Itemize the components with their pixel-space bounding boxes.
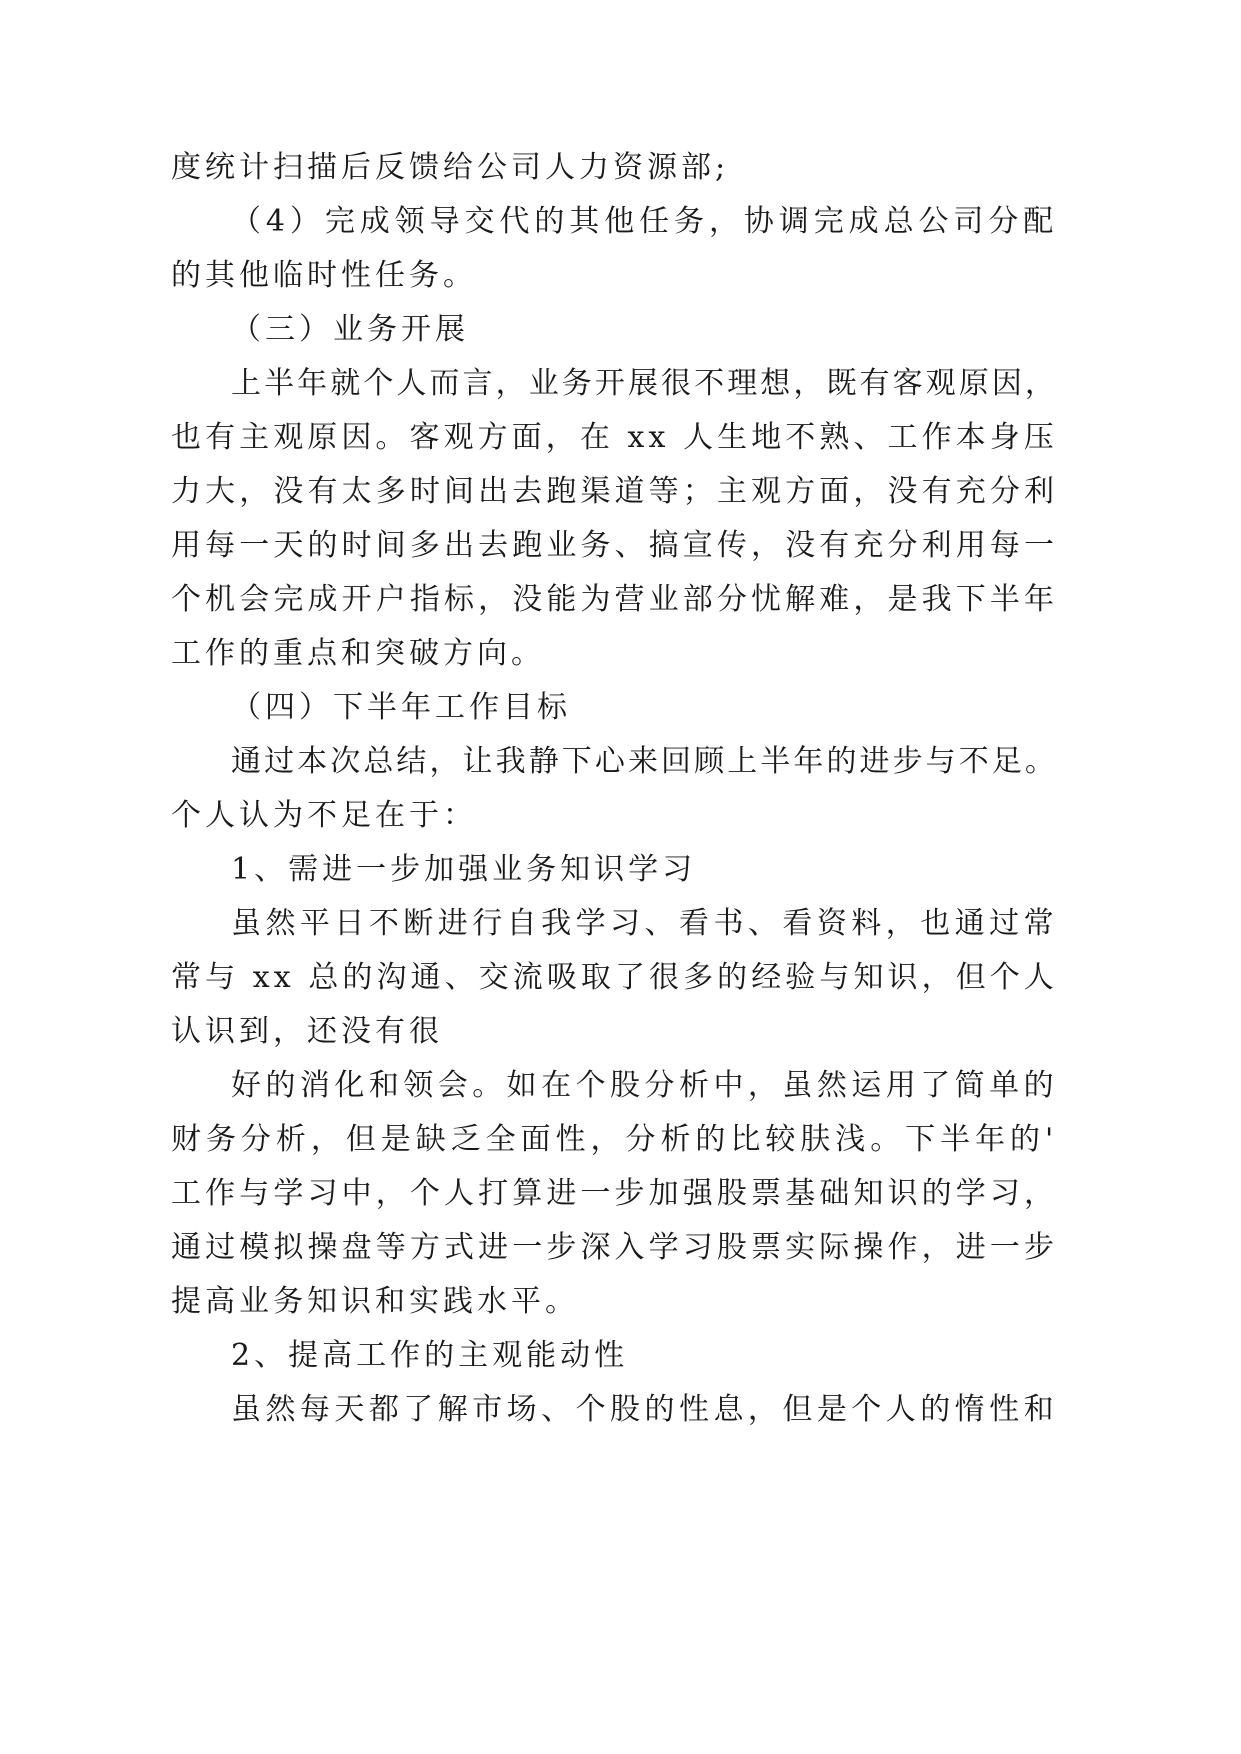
text-line: 提高业务知识和实践水平。 [171,1284,579,1319]
text-line: 的其他临时性任务。 [171,258,477,293]
text-line: （4）完成领导交代的其他任务，协调完成总公司分配 [231,204,1059,239]
text-line: 通过本次总结，让我静下心来回顾上半年的进步与不足。 [231,744,1058,779]
text-line: 常与 xx 总的沟通、交流吸取了很多的经验与知识，但个人 [171,960,1058,995]
text-line: 个人认为不足在于： [171,798,477,833]
text-line: 上半年就个人而言，业务开展很不理想，既有客观原因， [231,366,1058,401]
section-heading: （三）业务开展 [231,312,469,347]
text-line: 个机会完成开户指标，没能为营业部分忧解难，是我下半年 [171,582,1059,617]
text-line: 好的消化和领会。如在个股分析中，虽然运用了简单的 [231,1068,1059,1103]
text-line: 虽然平日不断进行自我学习、看书、看资料，也通过常 [231,906,1059,941]
text-line: 财务分析，但是缺乏全面性，分析的比较肤浅。下半年的' [171,1122,1059,1157]
text-line: 虽然每天都了解市场、个股的性息，但是个人的惰性和 [231,1392,1059,1427]
subheading: 2、提高工作的主观能动性 [231,1338,629,1373]
text-line: 通过模拟操盘等方式进一步深入学习股票实际操作，进一步 [171,1230,1059,1265]
text-line: 也有主观原因。客观方面，在 xx 人生地不熟、工作本身压 [171,420,1058,455]
text-line: 认识到，还没有很 [171,1014,443,1049]
text-line: 工作与学习中，个人打算进一步加强股票基础知识的学习， [171,1176,1059,1211]
section-heading: （四）下半年工作目标 [231,690,571,725]
subheading: 1、需进一步加强业务知识学习 [231,852,697,887]
text-line: 用每一天的时间多出去跑业务、搞宣传，没有充分利用每一 [171,528,1059,563]
text-line: 度统计扫描后反馈给公司人力资源部; [171,150,730,185]
text-line: 工作的重点和突破方向。 [171,636,545,671]
text-line: 力大，没有太多时间出去跑渠道等；主观方面，没有充分利 [171,474,1059,509]
